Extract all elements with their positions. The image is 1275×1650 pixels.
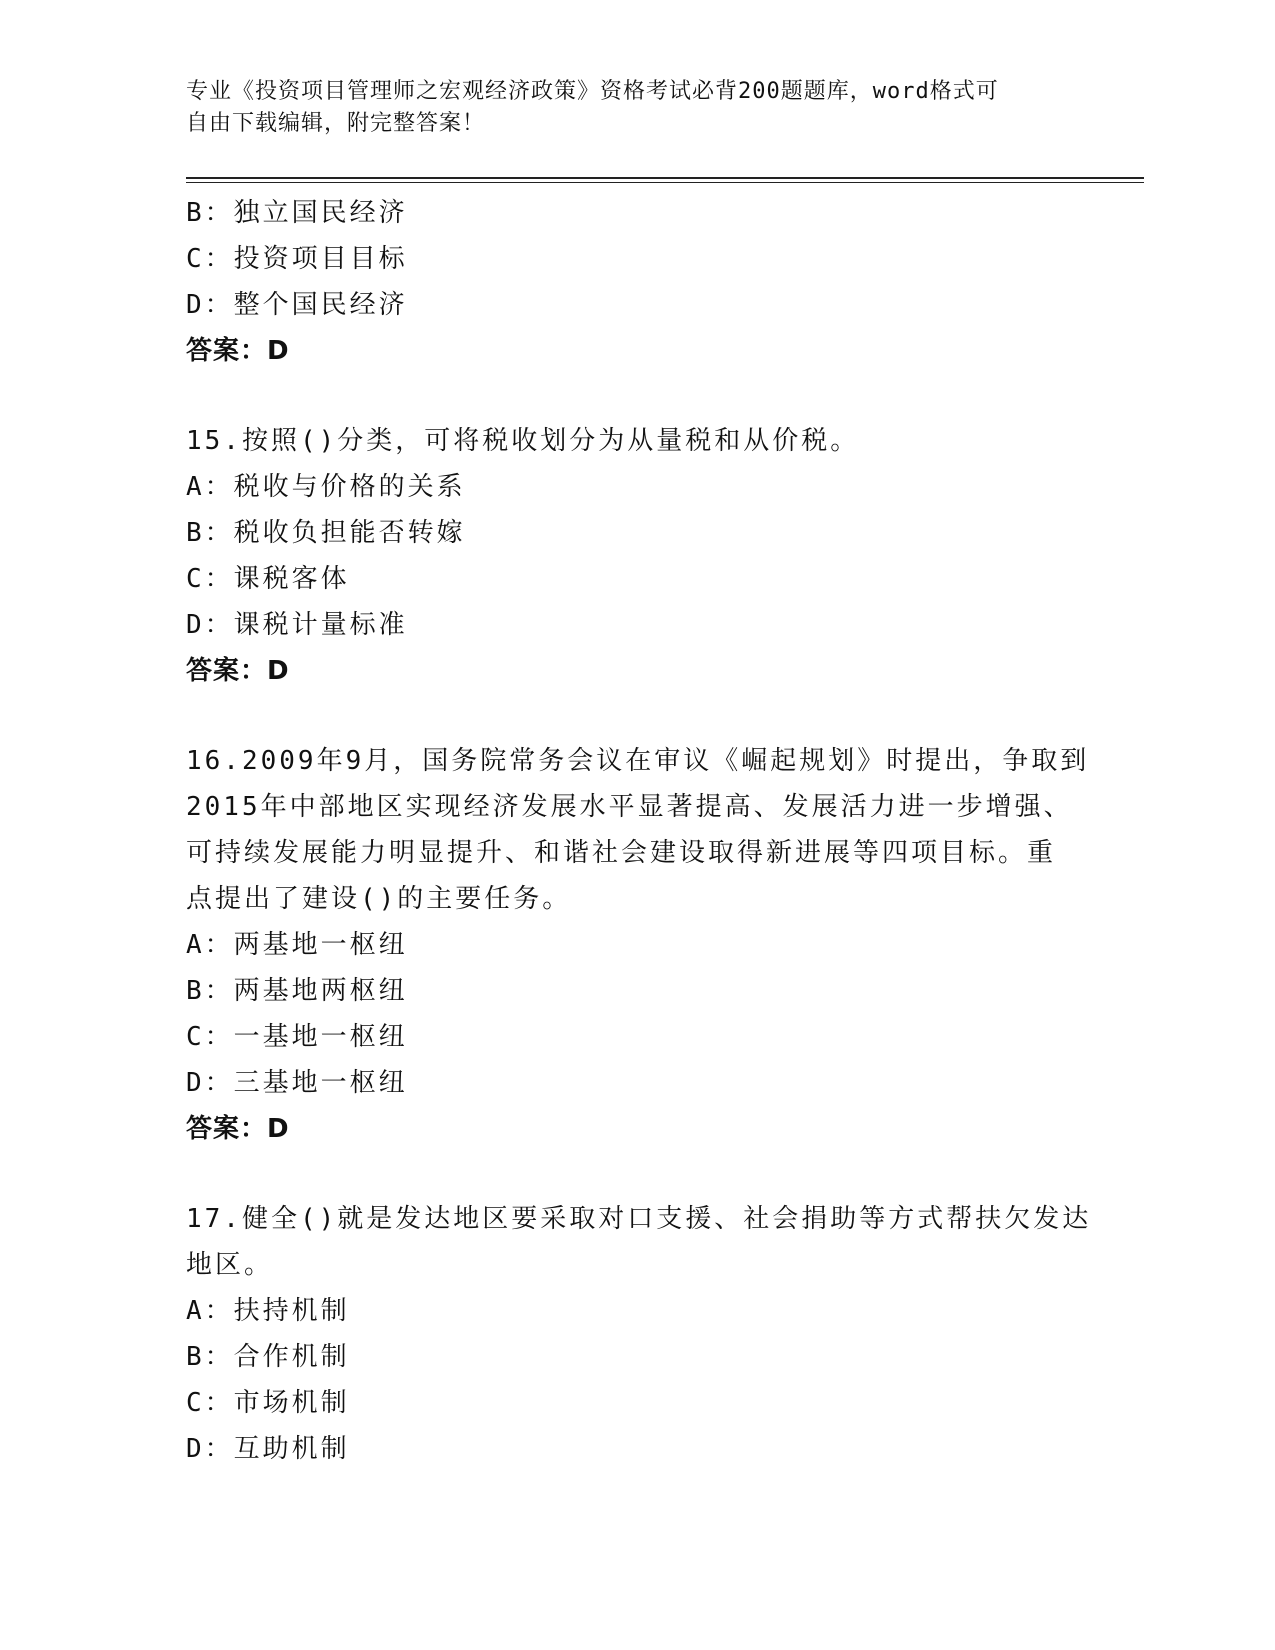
option-a: A：两基地一枢纽 [186,930,408,960]
answer-line: 答案：D [186,336,290,366]
question-text-line-1: 16.2009年9月，国务院常务会议在审议《崛起规划》时提出，争取到 [186,746,1090,776]
document-header [186,76,1066,140]
question-list [186,190,1092,1472]
header-rule-thin [186,182,1144,183]
header-title-line-1: 专业《投资项目管理师之宏观经济政策》资格考试必背200题题库，word格式可 [186,79,999,104]
option-a: A：税收与价格的关系 [186,472,466,502]
option-d: D：整个国民经济 [186,290,408,320]
option-c: C：一基地一枢纽 [186,1022,408,1052]
question-text-line-1: 17.健全()就是发达地区要采取对口支援、社会捐助等方式帮扶欠发达 [186,1204,1092,1234]
option-b: B：独立国民经济 [186,198,408,228]
option-b: B：两基地两枢纽 [186,976,408,1006]
option-d: D：课税计量标准 [186,610,408,640]
question-spacer [186,1152,1086,1196]
question-text-line-3: 可持续发展能力明显提升、和谐社会建设取得新进展等四项目标。重 [186,838,1057,868]
header-rule-thick [186,177,1144,179]
question-text-line-2: 地区。 [186,1250,274,1280]
answer-line: 答案：D [186,1114,290,1144]
option-c: C：市场机制 [186,1388,350,1418]
header-title-line-2: 自由下载编辑，附完整答案！ [186,111,486,136]
question-15 [186,418,1086,694]
question-text: 15.按照()分类，可将税收划分为从量税和从价税。 [186,426,860,456]
question-spacer [186,694,1086,738]
question-text-line-4: 点提出了建设()的主要任务。 [186,884,572,914]
option-b: B：合作机制 [186,1342,350,1372]
question-16 [186,738,1090,1152]
option-d: D：三基地一枢纽 [186,1068,408,1098]
option-a: A：扶持机制 [186,1296,350,1326]
question-14-tail [186,190,1086,374]
answer-line: 答案：D [186,656,290,686]
option-c: C：课税客体 [186,564,350,594]
option-d: D：互助机制 [186,1434,350,1464]
option-c: C：投资项目目标 [186,244,408,274]
question-spacer [186,374,1086,418]
question-17 [186,1196,1092,1472]
question-text-line-2: 2015年中部地区实现经济发展水平显著提高、发展活力进一步增强、 [186,792,1073,822]
option-b: B：税收负担能否转嫁 [186,518,466,548]
